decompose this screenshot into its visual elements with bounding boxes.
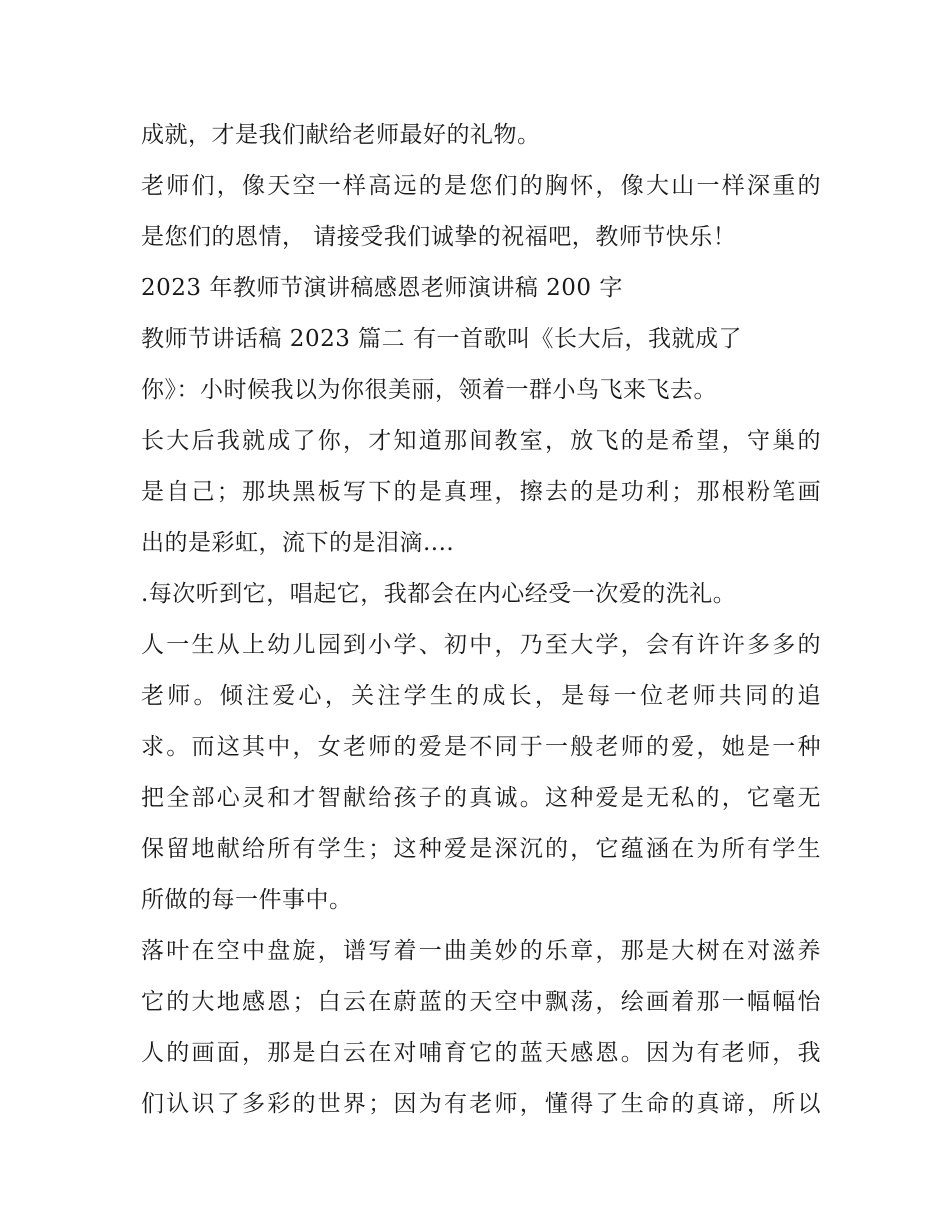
- paragraph-line: 们认识了多彩的世界；因为有老师，懂得了生命的真谛，所以: [141, 1091, 821, 1117]
- paragraph-line: 把全部心灵和才智献给孩子的真诚。这种爱是无私的，它毫无: [141, 785, 821, 811]
- paragraph-line: 求。而这其中，女老师的爱是不同于一般老师的爱，她是一种: [141, 734, 821, 760]
- paragraph-line: 人一生从上幼儿园到小学、初中，乃至大学，会有许许多多的: [141, 632, 821, 658]
- paragraph-line: 所做的每一件事中。: [141, 887, 353, 913]
- paragraph-line: 是自己；那块黑板写下的是真理，擦去的是功利；那根粉笔画: [141, 479, 821, 505]
- paragraph-line: 人的画面，那是白云在对哺育它的蓝天感恩。因为有老师，我: [141, 1040, 821, 1066]
- paragraph-line: 出的是彩虹，流下的是泪滴....: [141, 530, 455, 556]
- paragraph-line: 成就，才是我们献给老师最好的礼物。: [141, 122, 541, 148]
- paragraph-line: 落叶在空中盘旋，谱写着一曲美妙的乐章，那是大树在对滋养: [141, 938, 821, 964]
- paragraph-line: 教师节讲话稿 2023 篇二 有一首歌叫《长大后，我就成了: [141, 326, 742, 352]
- paragraph-line: 老师们，像天空一样高远的是您们的胸怀，像大山一样深重的: [141, 173, 821, 199]
- paragraph-line: 你》：小时候我以为你很美丽，领着一群小鸟飞来飞去。: [141, 377, 717, 403]
- paragraph-line: 保留地献给所有学生；这种爱是深沉的，它蕴涵在为所有学生: [141, 836, 821, 862]
- paragraph-line: 长大后我就成了你，才知道那间教室，放飞的是希望，守巢的: [141, 428, 821, 454]
- paragraph-line: 老师。倾注爱心，关注学生的成长，是每一位老师共同的追: [141, 683, 821, 709]
- paragraph-line: .每次听到它，唱起它，我都会在内心经受一次爱的洗礼。: [141, 581, 737, 607]
- paragraph-line: 它的大地感恩；白云在蔚蓝的天空中飘荡，绘画着那一幅幅怡: [141, 989, 821, 1015]
- document-body: [141, 110, 821, 1130]
- section-heading: 2023 年教师节演讲稿感恩老师演讲稿 200 字: [141, 275, 623, 301]
- paragraph-line: 是您们的恩情， 请接受我们诚挚的祝福吧，教师节快乐！: [141, 224, 737, 250]
